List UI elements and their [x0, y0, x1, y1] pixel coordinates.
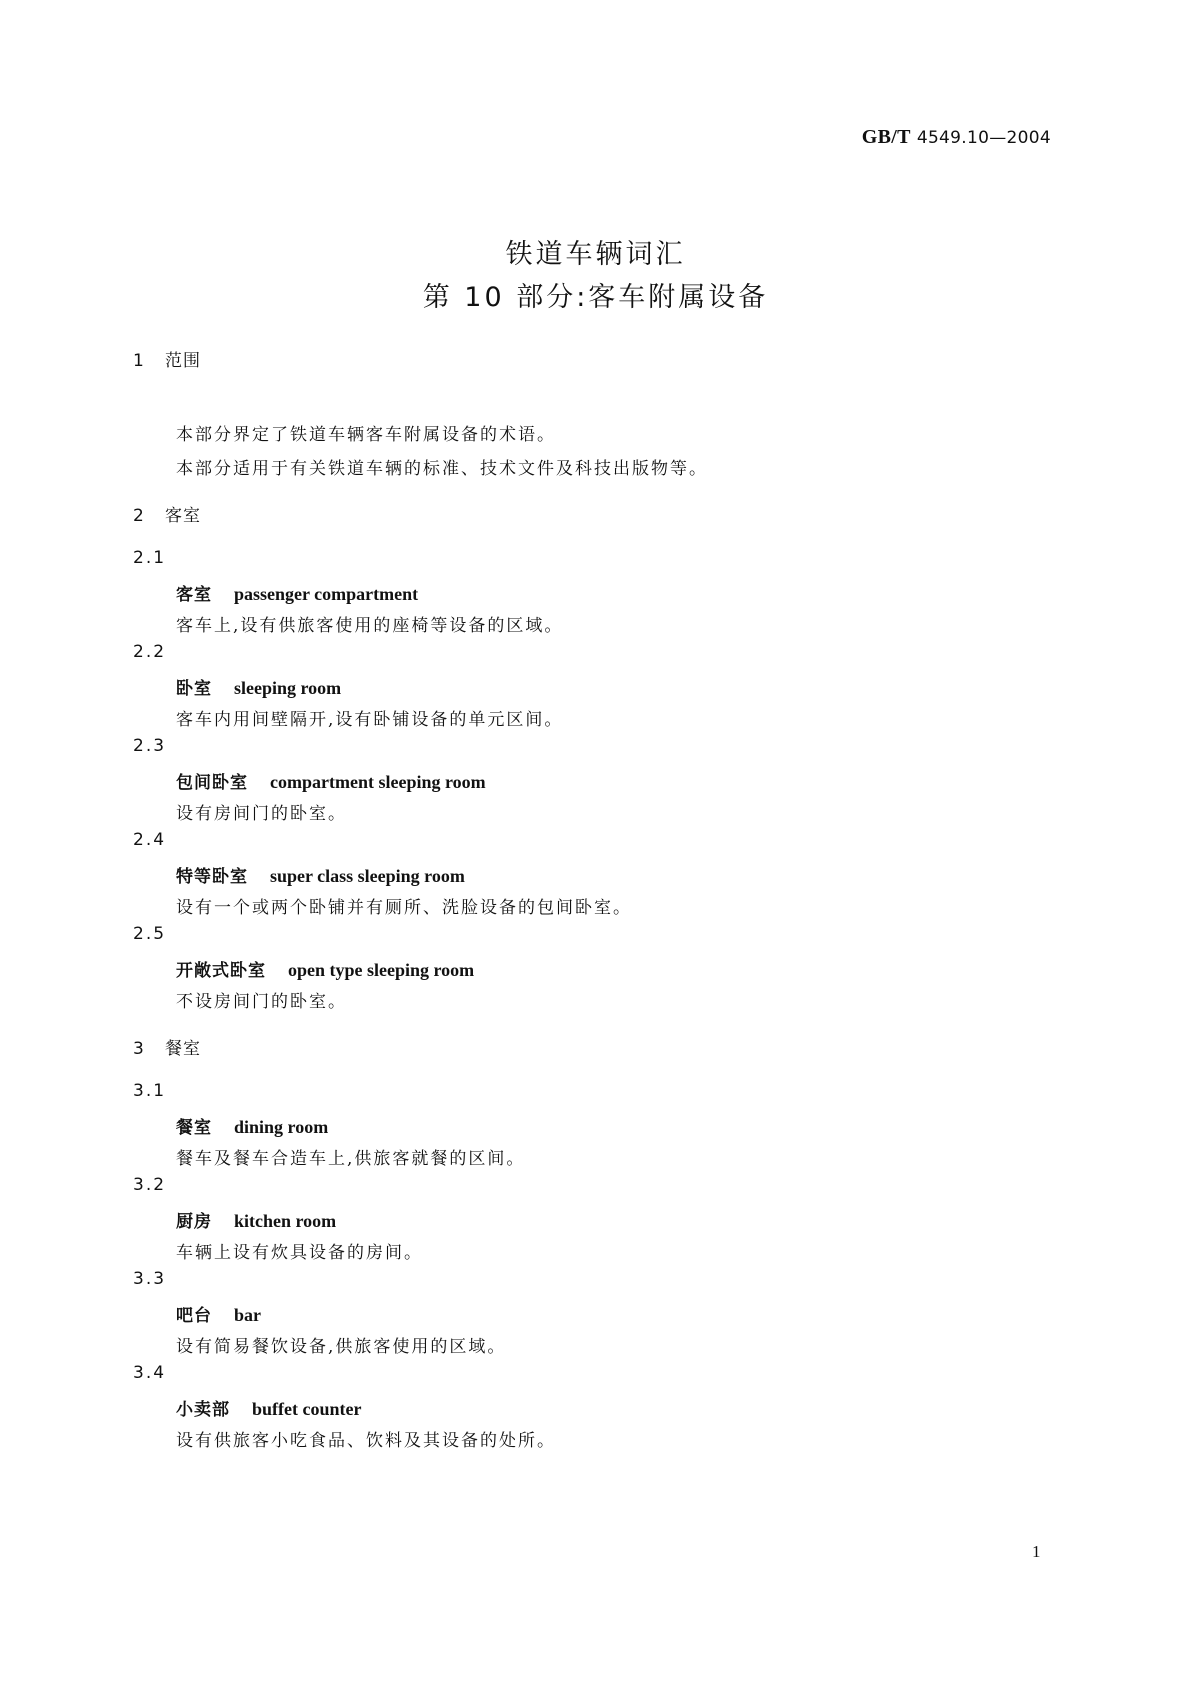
term-definition: 设有供旅客小吃食品、饮料及其设备的处所。	[176, 1431, 556, 1451]
standard-prefix: GB/T	[861, 126, 911, 148]
term-definition: 设有房间门的卧室。	[176, 804, 347, 824]
term-entry	[176, 1301, 261, 1326]
scope-paragraph-2: 本部分适用于有关铁道车辆的标准、技术文件及科技出版物等。	[176, 459, 708, 479]
section-title: 客室	[165, 506, 201, 526]
term-zh: 餐室	[176, 1118, 212, 1138]
term-definition: 设有简易餐饮设备,供旅客使用的区域。	[176, 1337, 507, 1357]
clause-number: 2.4	[133, 830, 167, 850]
term-zh: 吧台	[176, 1306, 212, 1326]
term-entry	[176, 956, 474, 981]
page-number: 1	[1032, 1542, 1041, 1561]
section-heading-2	[133, 501, 201, 526]
clause-number: 3.1	[133, 1081, 167, 1101]
term-zh: 客室	[176, 585, 212, 605]
term-en: dining room	[234, 1117, 329, 1137]
term-en: open type sleeping room	[288, 960, 475, 980]
term-entry	[176, 580, 418, 605]
term-zh: 卧室	[176, 679, 212, 699]
term-en: sleeping room	[234, 678, 342, 698]
term-en: kitchen room	[234, 1211, 337, 1231]
clause-number: 3.2	[133, 1175, 167, 1195]
term-zh: 包间卧室	[176, 773, 248, 793]
term-entry	[176, 862, 465, 887]
term-definition: 不设房间门的卧室。	[176, 992, 347, 1012]
term-en: compartment sleeping room	[270, 772, 486, 792]
document-title: 铁道车辆词汇	[505, 239, 686, 270]
section-heading-1	[133, 346, 201, 371]
section-number: 2	[133, 506, 145, 526]
clause-number: 2.2	[133, 642, 167, 662]
section-number: 3	[133, 1039, 145, 1059]
term-zh: 小卖部	[176, 1400, 230, 1420]
clause-number: 3.4	[133, 1363, 167, 1383]
term-entry	[176, 1395, 361, 1420]
term-en: buffet counter	[252, 1399, 362, 1419]
term-en: passenger compartment	[234, 584, 419, 604]
section-title: 范围	[165, 351, 201, 371]
scope-paragraph-1: 本部分界定了铁道车辆客车附属设备的术语。	[176, 425, 556, 445]
term-definition: 客车内用间壁隔开,设有卧铺设备的单元区间。	[176, 710, 564, 730]
term-zh: 特等卧室	[176, 867, 248, 887]
term-entry	[176, 1207, 336, 1232]
term-definition: 客车上,设有供旅客使用的座椅等设备的区域。	[176, 616, 564, 636]
term-zh: 厨房	[176, 1212, 212, 1232]
term-definition: 设有一个或两个卧铺并有厕所、洗脸设备的包间卧室。	[176, 898, 632, 918]
term-en: bar	[234, 1305, 261, 1325]
term-definition: 车辆上设有炊具设备的房间。	[176, 1243, 423, 1263]
section-heading-3	[133, 1034, 201, 1059]
clause-number: 2.1	[133, 548, 167, 568]
term-definition: 餐车及餐车合造车上,供旅客就餐的区间。	[176, 1149, 526, 1169]
standard-code	[862, 126, 1051, 149]
term-en: super class sleeping room	[270, 866, 465, 886]
term-zh: 开敞式卧室	[176, 961, 266, 981]
term-entry	[176, 768, 486, 793]
section-number: 1	[133, 351, 145, 371]
clause-number: 3.3	[133, 1269, 167, 1289]
section-title: 餐室	[165, 1039, 201, 1059]
document-subtitle: 第 10 部分:客车附属设备	[422, 282, 769, 313]
term-entry	[176, 1113, 328, 1138]
term-entry	[176, 674, 341, 699]
clause-number: 2.3	[133, 736, 167, 756]
clause-number: 2.5	[133, 924, 167, 944]
standard-number: 4549.10—2004	[916, 128, 1051, 148]
